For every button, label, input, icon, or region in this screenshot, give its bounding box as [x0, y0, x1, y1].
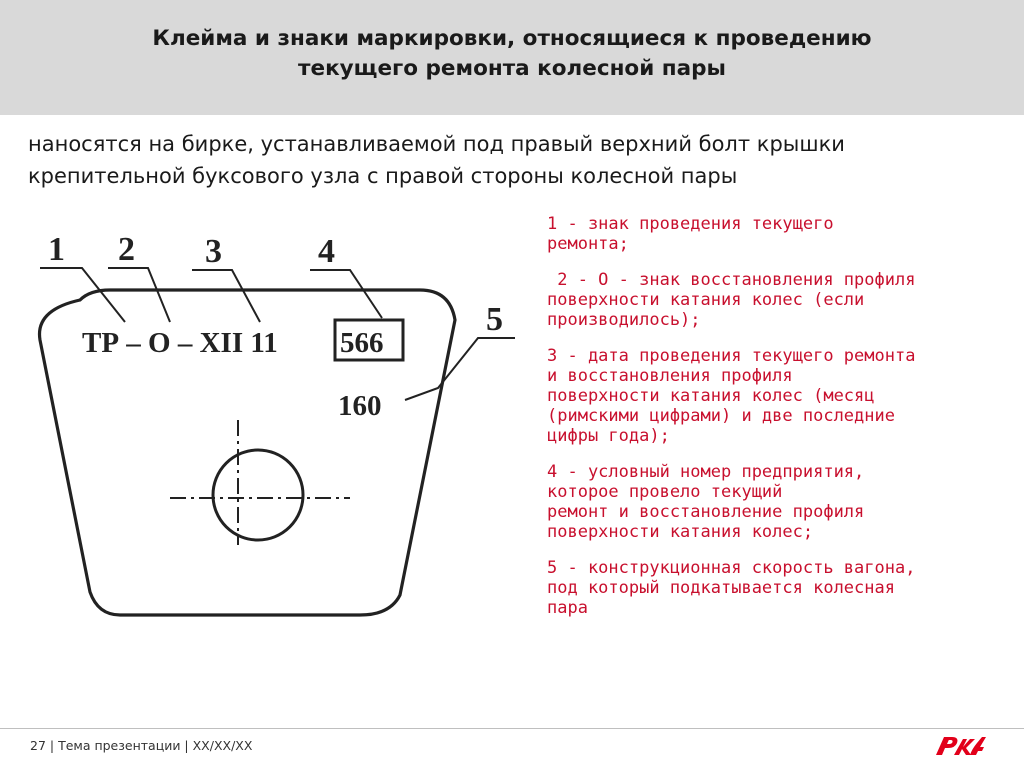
- legend-line: пара: [547, 598, 588, 618]
- legend-item: [547, 270, 1017, 330]
- title-line-2: текущего ремонта колесной пары: [298, 56, 726, 81]
- callout-3: 3: [205, 233, 222, 270]
- leader-3: [192, 270, 260, 322]
- legend-line: 4 - условный номер предприятия,: [547, 462, 865, 482]
- bolt-hole: [213, 450, 303, 540]
- footer-divider: [0, 728, 1024, 729]
- legend-item: [547, 214, 1017, 254]
- callout-2: 2: [118, 231, 135, 268]
- legend-line: (римскими цифрами) и две последние: [547, 406, 895, 426]
- legend-line: 2 - О - знак восстановления профиля: [547, 270, 916, 290]
- footer-text: 27 | Тема презентации | XX/XX/XX: [30, 738, 253, 753]
- intro-line-1: наносятся на бирке, устанавливаемой под правый верхний болт крышки: [28, 132, 845, 156]
- enterprise-number: 566: [340, 327, 384, 359]
- leader-4: [310, 270, 382, 318]
- leader-1: [40, 268, 125, 322]
- legend-item: [547, 558, 1017, 618]
- legend-line: поверхности катания колес;: [547, 522, 814, 542]
- leader-5: [405, 338, 515, 400]
- title-line-1: Клейма и знаки маркировки, относящиеся к проведению: [152, 26, 872, 51]
- callout-4: 4: [318, 233, 335, 270]
- tag-marking: ТР – О – XII 11: [82, 327, 278, 359]
- legend-line: 3 - дата проведения текущего ремонта: [547, 346, 916, 366]
- legend-line: 1 - знак проведения текущего: [547, 214, 834, 234]
- page-title: [40, 24, 984, 84]
- legend-line: производилось);: [547, 310, 701, 330]
- legend-list: [547, 214, 1017, 634]
- callout-1: 1: [48, 231, 65, 268]
- legend-line: и восстановления профиля: [547, 366, 793, 386]
- legend-line: под который подкатывается колесная: [547, 578, 895, 598]
- legend-line: 5 - конструкционная скорость вагона,: [547, 558, 916, 578]
- tag-diagram-svg: [20, 220, 532, 640]
- legend-item: [547, 346, 1017, 446]
- legend-item: [547, 462, 1017, 542]
- legend-line: которое провело текущий: [547, 482, 783, 502]
- rzd-logo-icon: [932, 733, 988, 759]
- legend-line: цифры года);: [547, 426, 670, 446]
- intro-text: [28, 128, 1018, 192]
- legend-line: поверхности катания колес (месяц: [547, 386, 875, 406]
- legend-line: ремонт и восстановление профиля: [547, 502, 865, 522]
- tag-diagram: [20, 220, 532, 640]
- callout-5: 5: [486, 301, 503, 338]
- legend-line: поверхности катания колес (если: [547, 290, 865, 310]
- speed-value: 160: [338, 390, 382, 422]
- legend-line: ремонта;: [547, 234, 629, 254]
- intro-line-2: крепительной буксового узла с правой стороны колесной пары: [28, 164, 738, 188]
